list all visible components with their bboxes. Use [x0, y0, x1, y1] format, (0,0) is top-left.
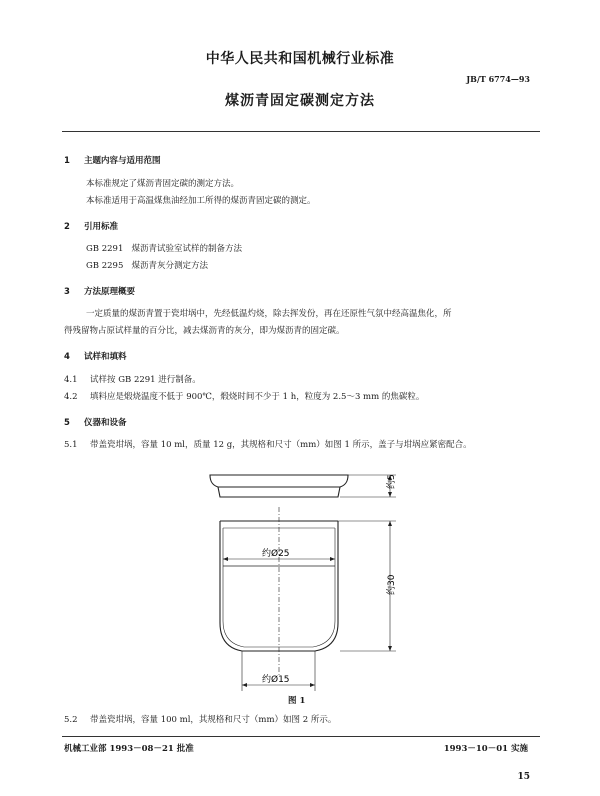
- lid-height-label: 约5: [387, 474, 397, 489]
- crucible-lid: [210, 475, 348, 497]
- section-5-heading: 5 仪器和设备: [64, 418, 127, 428]
- standard-code: JB/T 6774—93: [466, 74, 530, 84]
- page-number: 15: [517, 772, 530, 782]
- footer-divider: [62, 736, 540, 737]
- effective-date: 1993－10－01 实施: [443, 744, 528, 754]
- section-4-heading: 4 试样和填料: [64, 352, 127, 362]
- header-divider: [62, 131, 540, 132]
- clause-4-1: 4.1 试样按 GB 2291 进行制备。: [64, 375, 201, 385]
- reference-gb2295: GB 2295 煤沥青灰分测定方法: [86, 261, 208, 271]
- section-1-heading: 1 主题内容与适用范围: [64, 156, 161, 166]
- section-3-para-line-1: 一定质量的煤沥青置于瓷坩埚中，先经低温灼烧，除去挥发份，再在还原性气氛中经高温焦化，所: [86, 309, 452, 319]
- approval-date: 机械工业部 1993－08－21 批准: [64, 744, 194, 754]
- reference-gb2291: GB 2291 煤沥青试验室试样的制备方法: [86, 244, 242, 254]
- section-3-heading: 3 方法原理概要: [64, 287, 136, 297]
- top-diameter-label: 约Ø25: [262, 549, 290, 559]
- section-2-heading: 2 引用标准: [64, 222, 119, 232]
- section-1-para-1: 本标准规定了煤沥青固定碳的测定方法。: [86, 179, 240, 189]
- document-title: 煤沥青固定碳测定方法: [225, 93, 375, 109]
- industry-standard-heading: 中华人民共和国机械行业标准: [205, 51, 395, 67]
- bottom-diameter-dimension: [242, 651, 315, 691]
- body-height-label: 约30: [387, 574, 397, 595]
- clause-4-2: 4.2 填料应是煅烧温度不低于 900℃，煅烧时间不少于 1 h，粒度为 2.5～3 mm 的焦碳粒。: [64, 392, 425, 402]
- section-1-para-2: 本标准适用于高温煤焦油经加工所得的煤沥青固定碳的测定。: [86, 196, 316, 206]
- crucible-figure: [190, 455, 420, 693]
- bottom-diameter-label: 约Ø15: [262, 675, 290, 685]
- section-3-para-line-2: 得残留物占原试样量的百分比，减去煤沥青的灰分，即为煤沥青的固定碳。: [64, 326, 345, 336]
- clause-5-1: 5.1 带盖瓷坩埚，容量 10 ml，质量 12 g，其规格和尺寸（mm）如图 1 所示，盖子与坩埚应紧密配合。: [64, 440, 472, 450]
- figure-1-caption: 图 1: [288, 696, 306, 706]
- clause-5-2: 5.2 带盖瓷坩埚，容量 100 ml，其规格和尺寸（mm）如图 2 所示。: [64, 715, 337, 725]
